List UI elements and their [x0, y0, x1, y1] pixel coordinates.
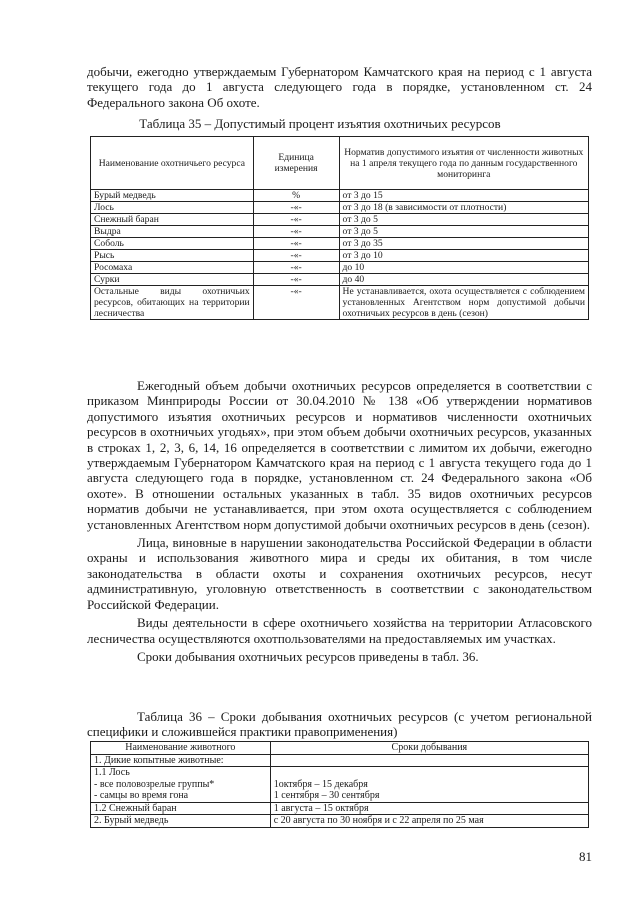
table35-cell-resource: Выдра [91, 226, 254, 238]
table35-cell-norm: до 10 [339, 262, 588, 274]
table36-caption: Таблица 36 – Сроки добывания охотничьих ресурсов (с учетом региональной специфики и сложившейся практики правоприменения) [87, 709, 592, 739]
table35-cell-resource: Остальные виды охотничьих ресурсов, обитающих на территории лесничества [91, 286, 254, 320]
table35-cell-norm: Не устанавливается, охота осуществляется с соблюдением установленных Агентством норм допустимой добычи охотничьих ресурсов в день (сезон) [339, 286, 588, 320]
table36-subitem: 1.1 Лось [94, 767, 130, 778]
table36-header-period: Сроки добывания [270, 742, 588, 755]
table35-cell-resource: Снежный баран [91, 214, 254, 226]
table-row [91, 238, 589, 250]
table35-cell-unit: -«- [253, 202, 339, 214]
table35-cell-unit: % [253, 190, 339, 202]
table-row [91, 250, 589, 262]
table36-cell-animal [91, 767, 271, 803]
intro-paragraph: добычи, ежегодно утверждаемым Губернатором Камчатского края на период с 1 августа текущего года до 1 августа следующего года в порядке, установленном ст. 24 Федерального закона Об охоте. [87, 64, 592, 110]
table35-cell-unit: -«- [253, 262, 339, 274]
table35-cell-norm: от 3 до 10 [339, 250, 588, 262]
table36-subitem: - самцы во время гона [94, 790, 189, 801]
table-row [91, 274, 589, 286]
table35-cell-norm: от 3 до 35 [339, 238, 588, 250]
table36-header-animal: Наименование животного [91, 742, 271, 755]
table-row [91, 214, 589, 226]
table35-cell-norm: от 3 до 15 [339, 190, 588, 202]
table36-cell-animal: 1.2 Снежный баран [91, 802, 271, 815]
table35-cell-resource: Рысь [91, 250, 254, 262]
table-row [91, 802, 589, 815]
table35-cell-resource: Сурки [91, 274, 254, 286]
table35-cell-resource: Соболь [91, 238, 254, 250]
table-row [91, 815, 589, 828]
table35-cell-resource: Росомаха [91, 262, 254, 274]
table35-cell-resource: Бурый медведь [91, 190, 254, 202]
table36-header-row [91, 742, 589, 755]
table36-cell-animal: 2. Бурый медведь [91, 815, 271, 828]
paragraph-harvest-volume: Ежегодный объем добычи охотничьих ресурсов определяется в соответствии с приказом Минприроды России от 30.04.2010 № 138 «Об утверждении нормативов допустимого изъятия охотничьих ресурсов и нормативов численности охотничьих ресурсов в охотничьих угодьях», при этом объем добычи охотничьих ресурсов, указанных в строках 1, 2, 3, 6, 14, 16 определяется в соответствии с лимитом их добычи, ежегодно утверждаемым Губернатором Камчатского края на период с 1 августа текущего года до 1 августа следующего года в порядке, установленном ст. 24 Федерального закона «Об охоте». В отношении остальных указанных в табл. 35 видов охотничьих ресурсов норматив добычи не устанавливается, при этом охота осуществляется с соблюдением установленных Агентством норм допустимой добычи охотничьих ресурсов в день (сезон). [87, 378, 592, 532]
table36-cell-period [270, 754, 588, 767]
table36-cell-period [270, 767, 588, 803]
paragraph-liability: Лица, виновные в нарушении законодательства Российской Федерации в области охраны и использования животного мира и среды их обитания, в том числе законодательства в области охоты и сохранения охотничьих ресурсов, несут административную, уголовную ответственность в соответствии с законодательством Российской Федерации. [87, 535, 592, 612]
table35-header-row [91, 137, 589, 190]
table35-caption: Таблица 35 – Допустимый процент изъятия охотничьих ресурсов [139, 116, 501, 131]
paragraph-activities: Виды деятельности в сфере охотничьего хозяйства на территории Атласовского лесничества осуществляются охотпользователями на предоставляемых им участках. [87, 615, 592, 646]
table35-cell-unit: -«- [253, 274, 339, 286]
table35-cell-unit: -«- [253, 238, 339, 250]
table-row [91, 226, 589, 238]
table-row [91, 190, 589, 202]
table36-cell-animal: 1. Дикие копытные животные: [91, 754, 271, 767]
table36-cell-period: с 20 августа по 30 ноября и с 22 апреля по 25 мая [270, 815, 588, 828]
table36-subperiod [274, 767, 585, 779]
table-row [91, 286, 589, 320]
table35-cell-norm: до 40 [339, 274, 588, 286]
table35-cell-norm: от 3 до 5 [339, 214, 588, 226]
body-text [87, 378, 592, 664]
table35-header-norm: Норматив допустимого изъятия от численности животных на 1 апреля текущего года по данным государственного мониторинга [339, 137, 588, 190]
table35-header-unit: Единица измерения [253, 137, 339, 190]
table36-cell-period: 1 августа – 15 октября [270, 802, 588, 815]
paragraph-table36-ref: Сроки добывания охотничьих ресурсов приведены в табл. 36. [137, 648, 479, 664]
table35-cell-norm: от 3 до 5 [339, 226, 588, 238]
table36-subitem: - все половозрелые группы* [94, 778, 215, 790]
table36-subperiod: 1 сентября – 30 сентября [273, 790, 380, 801]
table36 [90, 741, 589, 828]
table35-header-resource: Наименование охотничьего ресурса [91, 137, 254, 190]
table35-cell-unit: -«- [253, 226, 339, 238]
table35-cell-norm: от 3 до 18 (в зависимости от плотности) [339, 202, 588, 214]
table35-cell-unit: -«- [253, 250, 339, 262]
table35-cell-resource: Лось [91, 202, 254, 214]
table-row [91, 754, 589, 767]
table36-subperiod: 1октября – 15 декабря [273, 778, 368, 790]
table-row [91, 202, 589, 214]
table35 [90, 136, 589, 320]
table35-cell-unit: -«- [253, 286, 339, 320]
page-number: 81 [579, 849, 592, 864]
table35-cell-unit: -«- [253, 214, 339, 226]
table-row [91, 262, 589, 274]
table-row [91, 767, 589, 803]
